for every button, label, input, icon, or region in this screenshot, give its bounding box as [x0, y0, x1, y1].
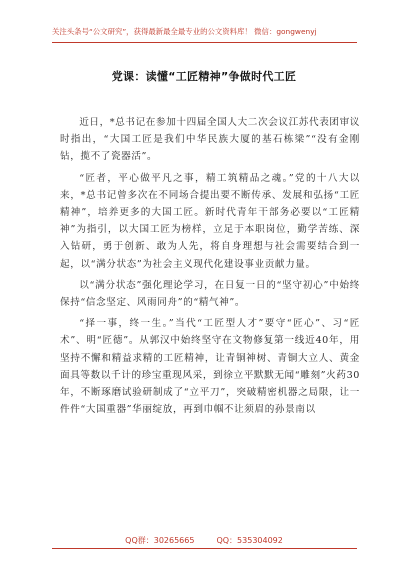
paragraph: “择一事，终一生。”当代“工匠型人才”要守“匠心”、习“匠术”、明“匠德”。从郭汉中始终坚守在文物修复第一线近40年，用坚持不懈和精益求精的工匠精神，让青铜神树、青铜大立人、黄金面具等数以千计的珍宝重现风采，到徐立平默默无闻“雕刻”火药30年，不断琢磨试验研制成了“立平刀”，突破精密机器之局限，让一件件“大国重器”华丽绽放，再到巾帼不让须眉的孙景南以 [60, 318, 360, 416]
paragraph: 近日，*总书记在参加十四届全国人大二次会议江苏代表团审议时指出，“大国工匠是我们中华民族大厦的基石栋梁”“没有金刚钻，揽不了瓷器活”。 [60, 117, 360, 163]
header-divider [52, 42, 357, 43]
paragraph: “匠者，平心做平凡之事，精工筑精品之魂。”党的十八大以来，*总书记曾多次在不同场合提出要不断传承、发展和弘扬“工匠精神”，培养更多的大国工匠。新时代青年干部务必要以“工匠精神”为指引，以大国工匠为榜样，立足于本职岗位，勤学苦练、深入钻研，勇于创新、敢为人先，将自身理想与社会需要结合到一起，以“满分状态”为社会主义现代化建设事业贡献力量。 [60, 172, 360, 270]
footer-qq: QQ：535304092 [216, 536, 283, 545]
document-title: 党课：读懂“工匠精神”争做时代工匠 [111, 70, 297, 83]
footer-divider [52, 548, 357, 549]
document-body [60, 114, 360, 422]
paragraph: 以“满分状态”强化理论学习，在日复一日的“坚守初心”中始终保持“信念坚定、风雨同舟”的“精气神”。 [60, 279, 360, 309]
footer-contact [0, 535, 408, 546]
header-promo-text: 关注头条号“公文研究”，获得最新最全最专业的公文资料库！ 微信：gongwenyj [52, 27, 317, 36]
footer-qq-group: QQ群：30265665 [125, 536, 195, 545]
